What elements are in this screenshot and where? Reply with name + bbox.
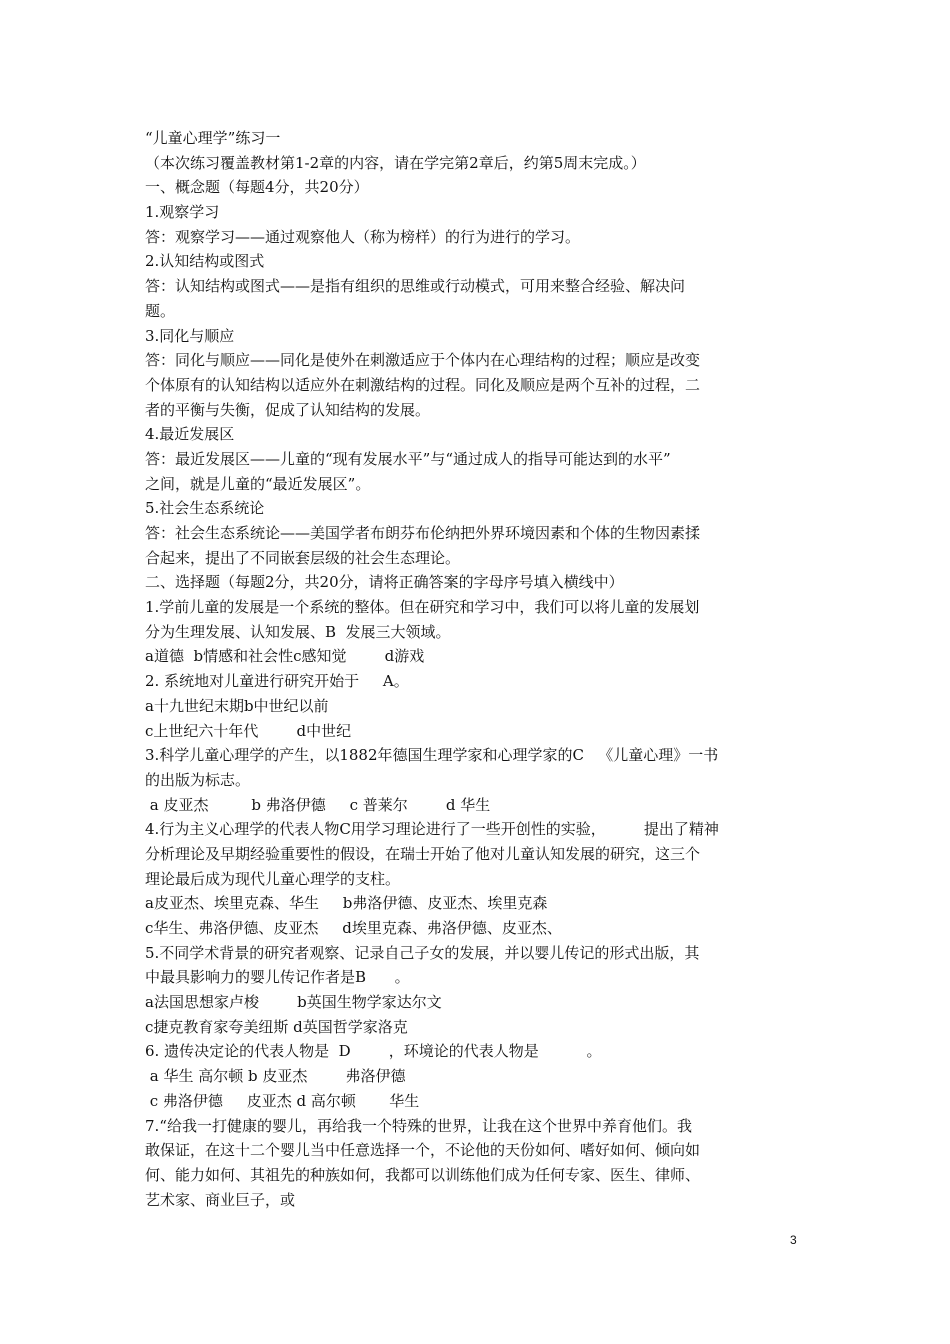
text-line: c上世纪六十年代 d中世纪: [145, 721, 352, 740]
text-line: 4.行为主义心理学的代表人物C用学习理论进行了一些开创性的实验， 提出了精神: [145, 820, 719, 839]
text-line: 1.观察学习: [145, 203, 220, 222]
text-line: 题。: [145, 301, 176, 320]
text-line: a法国思想家卢梭 b英国生物学家达尔文: [145, 993, 442, 1012]
text-line: 1.学前儿童的发展是一个系统的整体。但在研究和学习中，我们可以将儿童的发展划: [145, 598, 700, 617]
text-line: 分析理论及早期经验重要性的假设，在瑞士开始了他对儿童认知发展的研究，这三个: [145, 844, 701, 863]
text-line: 中最具影响力的婴儿传记作者是B 。: [145, 968, 410, 987]
text-line: 2.认知结构或图式: [145, 252, 265, 271]
text-line: 分为生理发展、认知发展、B 发展三大领域。: [145, 622, 451, 641]
page-number: 3: [790, 1233, 797, 1247]
text-line: a道德 b情感和社会性c感知觉 d游戏: [145, 647, 425, 666]
section-heading-choices: 二、选择题（每题2分，共20分，请将正确答案的字母序号填入横线中）: [145, 573, 624, 592]
document-title: “儿童心理学”练习一: [145, 129, 281, 147]
text-line: c 弗洛伊德 皮亚杰 d 高尔顿 华生: [145, 1091, 420, 1110]
text-line: 的出版为标志。: [145, 770, 251, 789]
document-body: [145, 126, 815, 1212]
text-line: a皮亚杰、埃里克森、华生 b弗洛伊德、皮亚杰、埃里克森: [145, 894, 548, 913]
text-line: 5.不同学术背景的研究者观察、记录自己子女的发展，并以婴儿传记的形式出版，其: [145, 943, 700, 962]
text-line: a十九世纪末期b中世纪以前: [145, 696, 329, 715]
text-line: 答：最近发展区——儿童的“现有发展水平”与“通过成人的指导可能达到的水平”: [145, 449, 671, 468]
text-line: 4.最近发展区: [145, 425, 235, 444]
text-line: 答：同化与顺应——同化是使外在刺激适应于个体内在心理结构的过程；顺应是改变: [145, 351, 701, 370]
text-line: 答：社会生态系统论——美国学者布朗芬布伦纳把外界环境因素和个体的生物因素揉: [145, 524, 701, 542]
text-line: 5.社会生态系统论: [145, 499, 265, 518]
text-line: 3.同化与顺应: [145, 326, 235, 345]
text-line: c捷克教育家夸美纽斯 d英国哲学家洛克: [145, 1017, 408, 1036]
text-line: a 华生 高尔顿 b 皮亚杰 弗洛伊德: [145, 1067, 406, 1086]
text-line: 艺术家、商业巨子，或: [145, 1190, 296, 1209]
text-line: 理论最后成为现代儿童心理学的支柱。: [145, 869, 401, 888]
text-line: 者的平衡与失衡，促成了认知结构的发展。: [145, 400, 431, 419]
text-line: 敢保证，在这十二个婴儿当中任意选择一个，不论他的天份如何、嗜好如何、倾向如: [145, 1141, 701, 1160]
text-line: a 皮亚杰 b 弗洛伊德 c 普莱尔 d 华生: [145, 795, 491, 814]
text-line: 7.“给我一打健康的婴儿，再给我一个特殊的世界，让我在这个世界中养育他们。我: [145, 1116, 692, 1135]
text-line: c华生、弗洛伊德、皮亚杰 d埃里克森、弗洛伊德、皮亚杰、: [145, 919, 562, 937]
text-line: 6. 遗传决定论的代表人物是 D ，环境论的代表人物是 。: [145, 1042, 602, 1061]
text-line: 2. 系统地对儿童进行研究开始于 A。: [145, 672, 409, 691]
text-line: 3.科学儿童心理学的产生，以1882年德国生理学家和心理学家的C 《儿童心理》一书: [145, 746, 719, 765]
section-heading-concepts: 一、概念题（每题4分，共20分）: [145, 178, 369, 197]
section-choices: [145, 595, 815, 1212]
section-concepts: [145, 200, 815, 570]
text-line: 之间，就是儿童的“最近发展区”。: [145, 474, 371, 493]
text-line: 何、能力如何、其祖先的种族如何，我都可以训练他们成为任何专家、医生、律师、: [145, 1165, 701, 1184]
document-note: （本次练习覆盖教材第1-2章的内容，请在学完第2章后，约第5周末完成。）: [145, 153, 646, 172]
text-line: 个体原有的认知结构以适应外在刺激结构的过程。同化及顺应是两个互补的过程，二: [145, 375, 701, 394]
text-line: 合起来，提出了不同嵌套层级的社会生态理论。: [145, 548, 461, 567]
text-line: 答：认知结构或图式——是指有组织的思维或行动模式，可用来整合经验、解决问: [145, 277, 686, 296]
text-line: 答：观察学习——通过观察他人（称为榜样）的行为进行的学习。: [145, 227, 581, 246]
